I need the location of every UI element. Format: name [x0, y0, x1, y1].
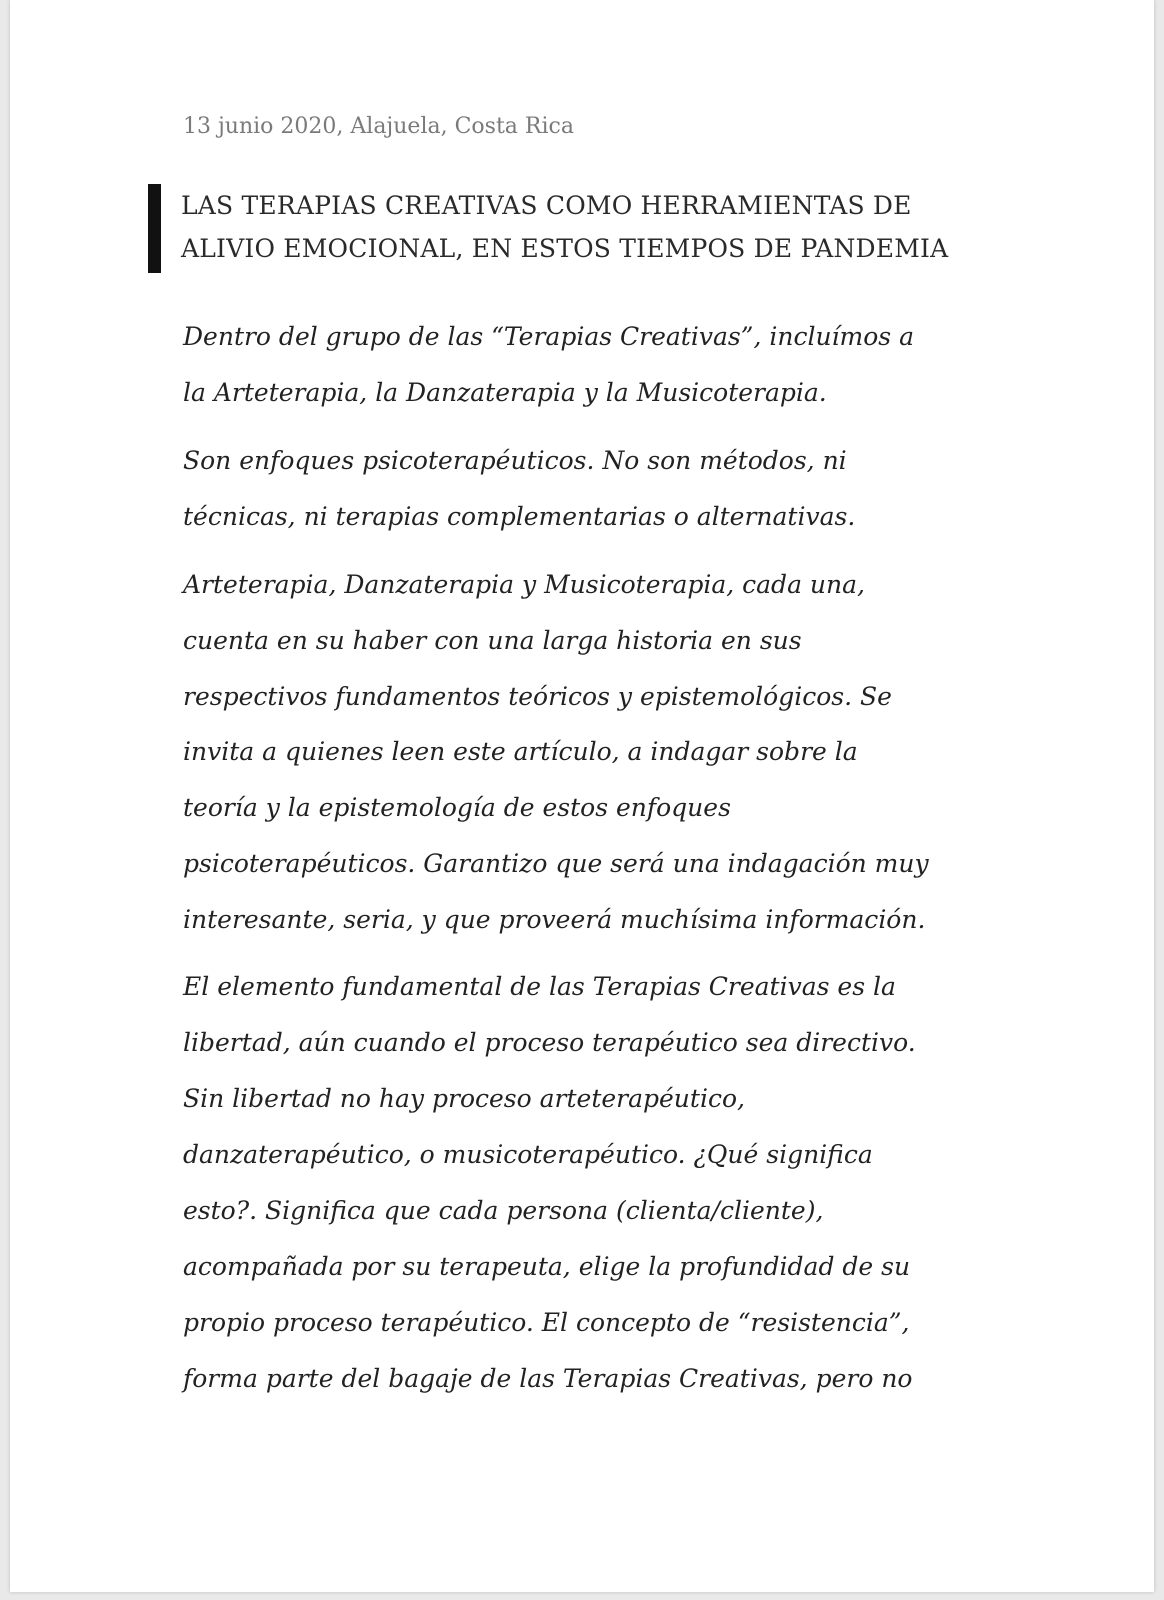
body-line: esto?. Significa que cada persona (clienta/cliente),: [183, 1196, 824, 1225]
body-line: danzaterapéutico, o musicoterapéutico. ¿Qué significa: [183, 1140, 873, 1169]
body-line: Dentro del grupo de las “Terapias Creativas”, incluímos a: [183, 322, 914, 351]
body-line: cuenta en su haber con una larga historia en sus: [183, 626, 802, 655]
body-line: Arteterapia, Danzaterapia y Musicoterapia, cada una,: [183, 570, 865, 599]
body-line: acompañada por su terapeuta, elige la profundidad de su: [183, 1252, 911, 1281]
body-line: respectivos fundamentos teóricos y epistemológicos. Se: [183, 682, 892, 711]
body-line: El elemento fundamental de las Terapias Creativas es la: [183, 972, 896, 1001]
dateline: 13 junio 2020, Alajuela, Costa Rica: [183, 114, 574, 139]
body-line: propio proceso terapéutico. El concepto de “resistencia”,: [183, 1308, 910, 1337]
body-line: técnicas, ni terapias complementarias o alternativas.: [183, 502, 856, 531]
body-line: interesante, seria, y que proveerá muchísima información.: [183, 905, 926, 934]
document-page: [10, 0, 1154, 1592]
title-line: LAS TERAPIAS CREATIVAS COMO HERRAMIENTAS DE: [181, 191, 912, 220]
body-line: psicoterapéuticos. Garantizo que será una indagación muy: [183, 849, 929, 878]
body-line: forma parte del bagaje de las Terapias Creativas, pero no: [183, 1364, 913, 1393]
body-line: Son enfoques psicoterapéuticos. No son métodos, ni: [183, 446, 847, 475]
title-line: ALIVIO EMOCIONAL, EN ESTOS TIEMPOS DE PANDEMIA: [181, 234, 949, 263]
body-line: la Arteterapia, la Danzaterapia y la Musicoterapia.: [183, 378, 827, 407]
body-line: teoría y la epistemología de estos enfoques: [183, 793, 731, 822]
body-line: invita a quienes leen este artículo, a indagar sobre la: [183, 737, 858, 766]
body-line: libertad, aún cuando el proceso terapéutico sea directivo.: [183, 1028, 916, 1057]
body-line: Sin libertad no hay proceso arteterapéutico,: [183, 1084, 745, 1113]
title-accent-bar: [148, 184, 161, 273]
article-title: [181, 184, 981, 270]
